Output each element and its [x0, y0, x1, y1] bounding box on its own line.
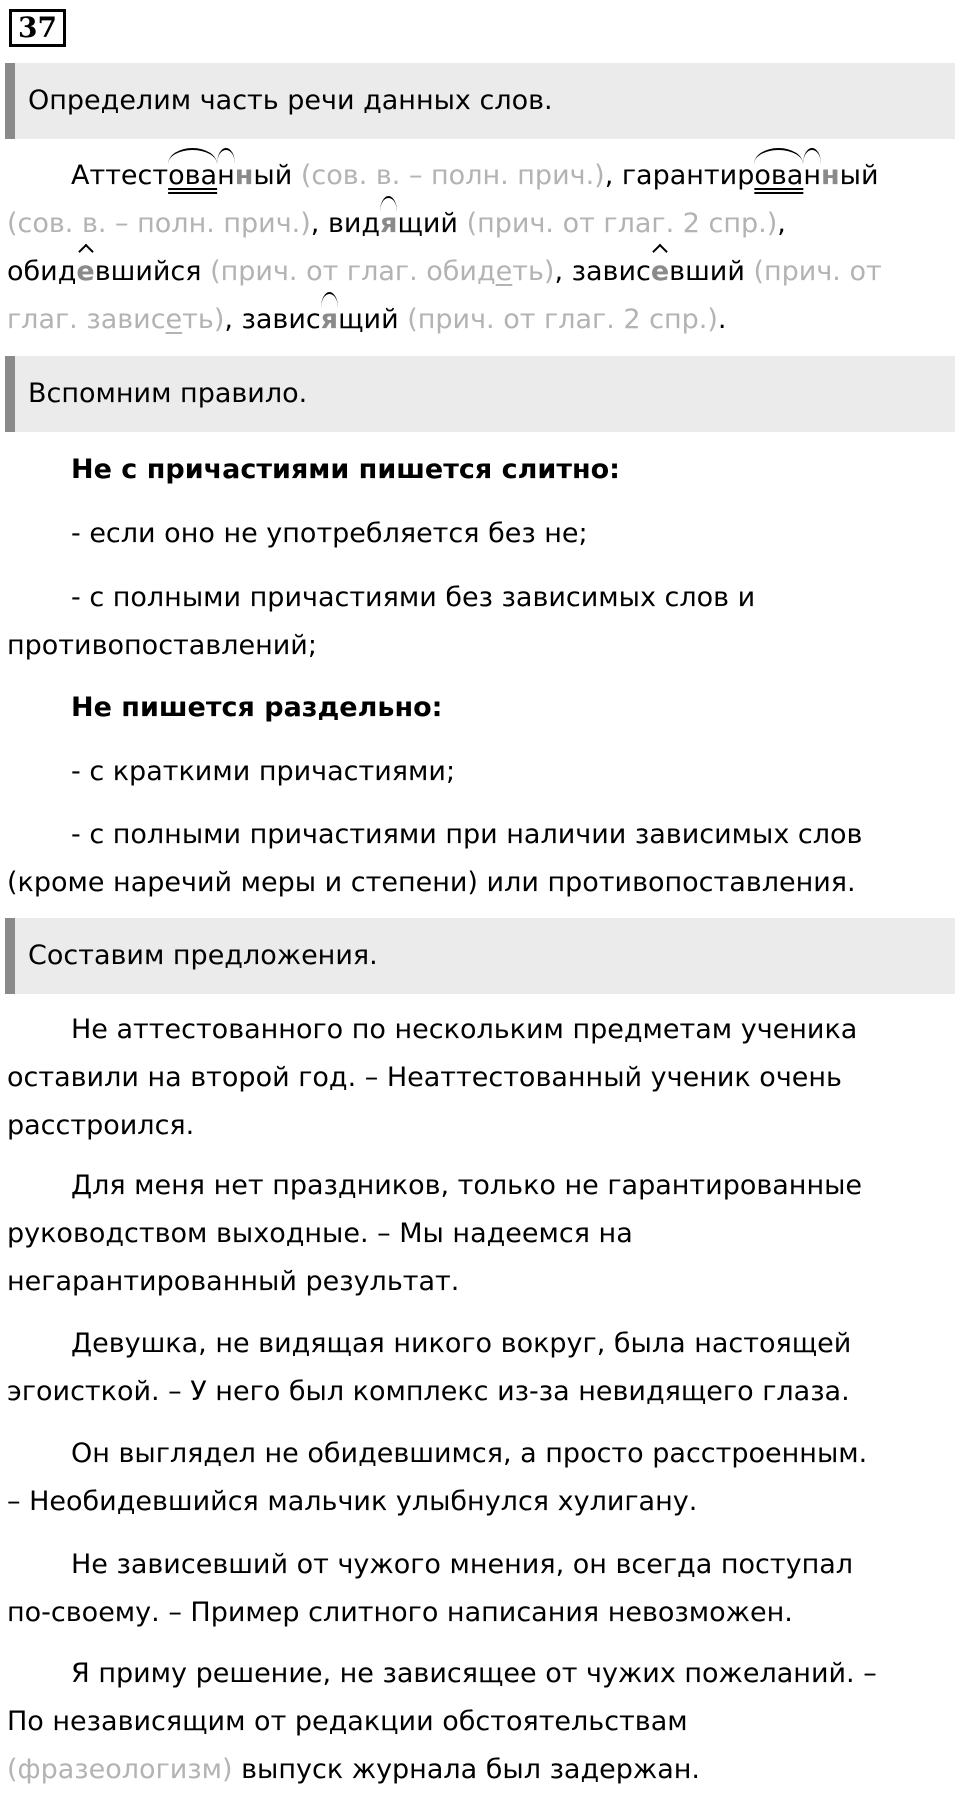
- rule-item: - с полными причастиями при наличии зависимых слов (кроме наречий меры и степени) или противопоставления.: [7, 819, 863, 898]
- rule-title-together: Не с причастиями пишется слитно:: [71, 454, 620, 485]
- sentence-paragraph: Он выглядел не обидевшимся, а просто расстроенным. – Необидевшийся мальчик улыбнулся хулигану.: [7, 1438, 868, 1517]
- task-number: 37: [9, 9, 66, 47]
- section-heading-rule: Вспомним правило.: [5, 356, 955, 432]
- analysis-line-1: Аттестованный (сов. в. – полн. прич.), гарантированный: [7, 152, 957, 200]
- analysis-line-2: (сов. в. – полн. прич.), видящий (прич. от глаг. 2 спр.),: [7, 200, 957, 248]
- section-heading-parts-of-speech: Определим часть речи данных слов.: [5, 63, 955, 139]
- sentence-paragraph: Девушка, не видящая никого вокруг, была настоящей эгоисткой. – У него был комплекс из-за невидящего глаза.: [7, 1328, 852, 1407]
- phraseologism-note: (фразеологизм): [7, 1754, 233, 1785]
- rule-item: - с полными причастиями без зависимых слов и противопоставлений;: [7, 582, 756, 661]
- section-heading-sentences: Составим предложения.: [5, 918, 955, 994]
- sentence-paragraph: Я приму решение, не зависящее от чужих пожеланий. – По независящим от редакции обстоятельствам (фразеологизм) выпуск журнала был задержан.: [7, 1658, 877, 1785]
- rule-title-separately: Не пишется раздельно:: [71, 692, 443, 723]
- sentence-paragraph: Не аттестованного по нескольким предметам ученика оставили на второй год. – Неаттестованный ученик очень расстроился.: [7, 1014, 858, 1141]
- rule-item: - если оно не употребляется без не;: [71, 518, 588, 549]
- analysis-paragraph: [7, 152, 957, 344]
- rule-item: - с краткими причастиями;: [71, 756, 456, 787]
- analysis-line-4: глаг. зависеть), зависящий (прич. от глаг. 2 спр.).: [7, 296, 957, 344]
- sentence-paragraph: Для меня нет праздников, только не гарантированные руководством выходные. – Мы надеемся на негарантированный результат.: [7, 1170, 863, 1297]
- analysis-line-3: обидевшийся (прич. от глаг. обидеть), зависевший (прич. от: [7, 248, 957, 296]
- sentence-paragraph: Не зависевший от чужого мнения, он всегда поступал по-своему. – Пример слитного написания невозможен.: [7, 1549, 854, 1628]
